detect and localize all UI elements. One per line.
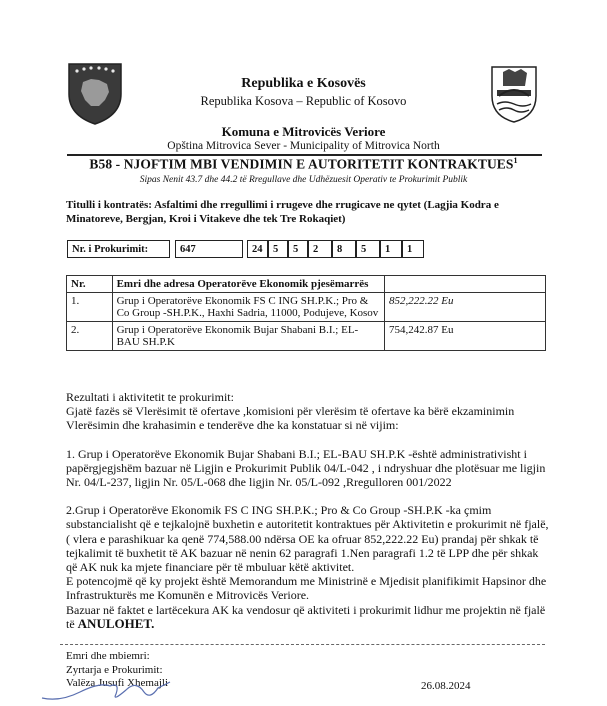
republic-name-translations: Republika Kosova – Republic of Kosovo (200, 94, 407, 108)
procurement-digit-box: 1 (380, 240, 402, 258)
evaluation-paragraph: Gjatë fazës së Vlerësimit të ofertave ,komisioni për vlerësim të ofertave ka bërë ekzaminimin Vlerësimin dhe krahasimin e tenderëve dhe ka konstatuar si në vijim: (66, 404, 515, 433)
decision-word: ANULOHET. (77, 615, 155, 631)
column-header-offer (384, 276, 545, 293)
column-header-operators: Emri dhe adresa Operatorëve Ekonomik pjesëmarrës (112, 276, 384, 293)
offer-amount: 754,242.87 Eu (384, 322, 545, 351)
memorandum-paragraph: E potencojmë që ky projekt është Memorandum me Ministrinë e Mjedisit planifikimit Hapsinor dhe Infrastrukturës me Komunën e Mitrovicës Veriore. (66, 574, 547, 603)
table-row (67, 322, 546, 351)
procurement-digit-box: 2 (308, 240, 332, 258)
signature-date: 26.08.2024 (421, 680, 471, 692)
notice-subheading: Sipas Nenit 43.7 dhe 44.2 të Rregullave dhe Udhëzuesit Operativ te Prokurimit Publik (139, 175, 468, 185)
procurement-number-label: Nr. i Prokurimit: (67, 240, 170, 258)
procurement-digit-box: 647 (175, 240, 243, 258)
offer-amount: 852,222.22 Eu (384, 293, 545, 322)
row-number: 1. (67, 293, 113, 322)
contract-title (66, 198, 546, 226)
table-row (67, 293, 546, 322)
republic-name: Republika e Kosovës (241, 76, 366, 91)
procurement-digit-box: 5 (288, 240, 308, 258)
municipality-name-translations: Opština Mitrovica Sever - Municipality of Mitrovica North (167, 140, 440, 152)
procurement-digit-box: 5 (268, 240, 288, 258)
signatory-role: Zyrtarja e Prokurimit: (66, 664, 163, 676)
notice-heading: B58 - NJOFTIM MBI VENDIMIN E AUTORITETIT KONTRAKTUES$^1$ (89, 156, 518, 172)
contract-title-line: Titulli i kontratës: Asfaltimi dhe rregullimi i rrugeve dhe rrugicave ne qytet (Lagjia Kodra e (66, 199, 499, 211)
finding-paragraph-2: 2.Grup i Operatorëve Ekonomik FS C ING SH.P.K.; Pro & Co Group -SH.P.K -ka çmim substancialisht që e tejkalojnë buxhetin e autoritetit kontraktues për Aktivitetin e prokurimit në fjalë,( vlera e parashikuar ka qenë 774,588.00 ndërsa OE ka ofruar 852,222.22 Eu) prandaj për shkak të tejkalimit të buxhetit të AK bazuar në nenin 62 paragrafi 1.Nen paragrafi 1.2 të LPP dhe për shkak që AK nuk ka mjete financiare për të mbuluar këtë aktivitet. (66, 503, 549, 575)
procurement-digit-box: 1 (402, 240, 424, 258)
decision-body (66, 390, 551, 631)
table-header-row (67, 276, 546, 293)
contract-title-line: Minatoreve, Bergjan, Kroi i Vitakeve dhe tek Tre Rokaqiet) (66, 213, 346, 225)
municipality-name: Komuna e Mitrovicës Veriore (221, 124, 386, 139)
footnote-marker: 1 (513, 156, 518, 165)
decision-paragraph: Bazuar në faktet e lartëcekura AK ka vendosur që aktiviteti i prokurimit lidhur me projektin në fjalë të ANULOHET. (66, 602, 546, 631)
procurement-digit-box: 5 (356, 240, 380, 258)
row-number: 2. (67, 322, 113, 351)
column-header-nr: Nr. (67, 276, 113, 293)
result-label: Rezultati i aktivitetit te prokurimit: (66, 390, 234, 404)
kosovo-coat-of-arms-icon (65, 60, 125, 126)
signatory-name-label: Emri dhe mbiemri: (66, 650, 150, 662)
finding-paragraph-1: 1. Grup i Operatorëve Ekonomik Bujar Shabani B.I.; EL-BAU SH.P.K -është administrativisht i papërgjegjshëm bazuar në Ligjin e Prokurimit Publik 04/L-042 , i ndryshuar dhe plotësuar me ligjin Nr. 04/L-237, ligjin Nr. 05/L-068 dhe ligjin Nr. 05/L-092 ,Rregulloren 001/2022 (66, 446, 546, 490)
procurement-digit-box: 8 (332, 240, 356, 258)
operators-table (66, 275, 546, 351)
procurement-digit-box: 24 (247, 240, 268, 258)
operator-name: Grup i Operatorëve Ekonomik Bujar Shabani B.I.; EL-BAU SH.P.K (112, 322, 384, 351)
handwritten-signature-icon (40, 672, 190, 704)
signatory-name: Valëza Jusufi Xhemajli (66, 677, 169, 689)
operator-name: Grup i Operatorëve Ekonomik FS C ING SH.P.K.; Pro & Co Group -SH.P.K., Haxhi Sadria, 11000, Podujeve, Kosov (112, 293, 384, 322)
signature-divider (60, 644, 545, 645)
